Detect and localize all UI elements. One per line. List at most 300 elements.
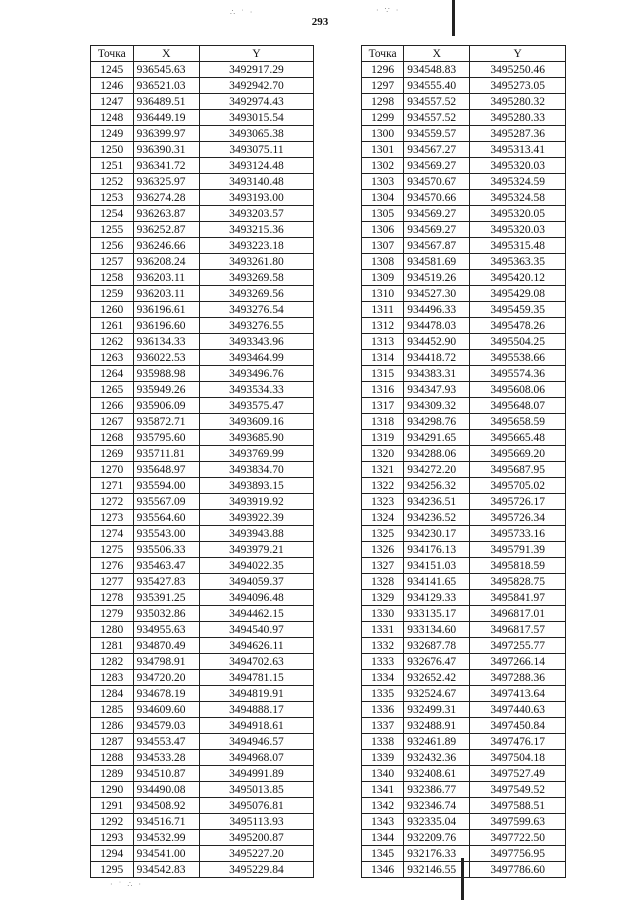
x-coordinate-cell: 936246.66 <box>133 238 199 254</box>
point-number-cell: 1286 <box>91 718 134 734</box>
x-coordinate-cell: 935564.60 <box>133 510 199 526</box>
point-number-cell: 1323 <box>362 494 404 510</box>
point-number-cell: 1340 <box>362 766 404 782</box>
page-number: 293 <box>311 16 329 28</box>
x-coordinate-cell: 935906.09 <box>133 398 199 414</box>
point-number-cell: 1341 <box>362 782 404 798</box>
point-number-cell: 1294 <box>91 846 134 862</box>
y-coordinate-cell: 3497450.84 <box>470 718 566 734</box>
x-coordinate-cell: 932386.77 <box>404 782 470 798</box>
y-coordinate-cell: 3494781.15 <box>199 670 313 686</box>
y-coordinate-cell: 3493834.70 <box>199 462 313 478</box>
y-coordinate-cell: 3497588.51 <box>470 798 566 814</box>
x-coordinate-cell: 934519.26 <box>404 270 470 286</box>
point-number-cell: 1265 <box>91 382 134 398</box>
table-row <box>91 862 314 878</box>
x-coordinate-cell: 933135.17 <box>404 606 470 622</box>
x-coordinate-cell: 934129.33 <box>404 590 470 606</box>
point-number-cell: 1271 <box>91 478 134 494</box>
table-row <box>91 238 314 254</box>
x-coordinate-cell: 934309.32 <box>404 398 470 414</box>
point-number-cell: 1298 <box>362 94 404 110</box>
point-number-cell: 1316 <box>362 382 404 398</box>
table-row <box>91 158 314 174</box>
point-number-cell: 1257 <box>91 254 134 270</box>
y-coordinate-cell: 3495324.59 <box>470 174 566 190</box>
table-row <box>362 94 566 110</box>
x-coordinate-cell: 935594.00 <box>133 478 199 494</box>
x-coordinate-cell: 934230.17 <box>404 526 470 542</box>
table-row <box>91 78 314 94</box>
y-coordinate-cell: 3494462.15 <box>199 606 313 622</box>
y-coordinate-cell: 3493065.38 <box>199 126 313 142</box>
y-coordinate-cell: 3493223.18 <box>199 238 313 254</box>
point-number-cell: 1306 <box>362 222 404 238</box>
y-coordinate-cell: 3494991.89 <box>199 766 313 782</box>
point-number-cell: 1296 <box>362 62 404 78</box>
x-coordinate-cell: 936449.19 <box>133 110 199 126</box>
table-row <box>362 734 566 750</box>
point-number-cell: 1254 <box>91 206 134 222</box>
table-row <box>362 446 566 462</box>
table-row <box>91 750 314 766</box>
table-row <box>362 126 566 142</box>
x-coordinate-cell: 936196.60 <box>133 318 199 334</box>
table-row <box>362 830 566 846</box>
y-coordinate-cell: 3495076.81 <box>199 798 313 814</box>
y-coordinate-cell: 3493261.80 <box>199 254 313 270</box>
y-coordinate-cell: 3495227.20 <box>199 846 313 862</box>
table-row <box>91 686 314 702</box>
y-coordinate-cell: 3493193.00 <box>199 190 313 206</box>
x-coordinate-cell: 932524.67 <box>404 686 470 702</box>
point-number-cell: 1313 <box>362 334 404 350</box>
point-number-cell: 1280 <box>91 622 134 638</box>
point-number-cell: 1314 <box>362 350 404 366</box>
point-number-cell: 1330 <box>362 606 404 622</box>
y-coordinate-cell: 3495313.41 <box>470 142 566 158</box>
y-coordinate-cell: 3495320.05 <box>470 206 566 222</box>
x-coordinate-cell: 934151.03 <box>404 558 470 574</box>
table-row <box>362 702 566 718</box>
table-row <box>91 494 314 510</box>
table-row <box>362 718 566 734</box>
x-coordinate-cell: 934955.63 <box>133 622 199 638</box>
point-number-cell: 1346 <box>362 862 404 878</box>
table-row <box>91 334 314 350</box>
x-coordinate-cell: 932461.89 <box>404 734 470 750</box>
point-number-cell: 1310 <box>362 286 404 302</box>
table-row <box>362 494 566 510</box>
point-number-cell: 1292 <box>91 814 134 830</box>
x-coordinate-cell: 932499.31 <box>404 702 470 718</box>
point-number-cell: 1255 <box>91 222 134 238</box>
x-coordinate-cell: 935711.81 <box>133 446 199 462</box>
y-coordinate-cell: 3493075.11 <box>199 142 313 158</box>
y-coordinate-cell: 3496817.01 <box>470 606 566 622</box>
table-row <box>362 814 566 830</box>
table-row <box>91 654 314 670</box>
y-coordinate-cell: 3495478.26 <box>470 318 566 334</box>
point-number-cell: 1282 <box>91 654 134 670</box>
y-coordinate-cell: 3495420.12 <box>470 270 566 286</box>
point-number-cell: 1274 <box>91 526 134 542</box>
y-coordinate-cell: 3494059.37 <box>199 574 313 590</box>
x-coordinate-cell: 932687.78 <box>404 638 470 654</box>
y-coordinate-cell: 3497786.60 <box>470 862 566 878</box>
x-coordinate-cell: 934548.83 <box>404 62 470 78</box>
y-coordinate-cell: 3495726.17 <box>470 494 566 510</box>
point-number-cell: 1291 <box>91 798 134 814</box>
x-coordinate-cell: 934490.08 <box>133 782 199 798</box>
point-number-cell: 1285 <box>91 702 134 718</box>
point-number-cell: 1266 <box>91 398 134 414</box>
point-number-cell: 1336 <box>362 702 404 718</box>
point-number-cell: 1263 <box>91 350 134 366</box>
table-row <box>362 206 566 222</box>
y-coordinate-cell: 3497476.17 <box>470 734 566 750</box>
table-row <box>91 222 314 238</box>
x-coordinate-cell: 935988.98 <box>133 366 199 382</box>
point-number-cell: 1268 <box>91 430 134 446</box>
x-coordinate-cell: 934579.03 <box>133 718 199 734</box>
table-row <box>362 270 566 286</box>
y-coordinate-cell: 3497549.52 <box>470 782 566 798</box>
y-coordinate-cell: 3494946.57 <box>199 734 313 750</box>
table-row <box>362 302 566 318</box>
x-coordinate-cell: 934291.65 <box>404 430 470 446</box>
table-row <box>91 766 314 782</box>
table-row <box>91 206 314 222</box>
x-coordinate-cell: 934141.65 <box>404 574 470 590</box>
table-row <box>91 110 314 126</box>
table-row <box>362 526 566 542</box>
y-coordinate-cell: 3497504.18 <box>470 750 566 766</box>
y-coordinate-cell: 3495320.03 <box>470 158 566 174</box>
x-coordinate-cell: 932335.04 <box>404 814 470 830</box>
y-coordinate-cell: 3492974.43 <box>199 94 313 110</box>
table-row <box>362 78 566 94</box>
table-row <box>362 798 566 814</box>
point-number-cell: 1327 <box>362 558 404 574</box>
table-row <box>91 430 314 446</box>
table-row <box>91 542 314 558</box>
y-coordinate-cell: 3497527.49 <box>470 766 566 782</box>
x-coordinate-cell: 935795.60 <box>133 430 199 446</box>
point-number-cell: 1343 <box>362 814 404 830</box>
y-coordinate-cell: 3495320.03 <box>470 222 566 238</box>
point-number-cell: 1290 <box>91 782 134 798</box>
point-number-cell: 1278 <box>91 590 134 606</box>
table-row <box>91 350 314 366</box>
y-coordinate-cell: 3497440.63 <box>470 702 566 718</box>
point-number-cell: 1249 <box>91 126 134 142</box>
y-coordinate-cell: 3497255.77 <box>470 638 566 654</box>
y-coordinate-cell: 3494968.07 <box>199 750 313 766</box>
x-coordinate-cell: 934720.20 <box>133 670 199 686</box>
x-coordinate-cell: 932488.91 <box>404 718 470 734</box>
table-row <box>91 478 314 494</box>
x-coordinate-cell: 935506.33 <box>133 542 199 558</box>
point-number-cell: 1320 <box>362 446 404 462</box>
x-coordinate-cell: 934678.19 <box>133 686 199 702</box>
x-coordinate-cell: 936274.28 <box>133 190 199 206</box>
x-coordinate-cell: 934347.93 <box>404 382 470 398</box>
table-row <box>362 606 566 622</box>
table-row <box>362 174 566 190</box>
x-coordinate-cell: 932676.47 <box>404 654 470 670</box>
y-coordinate-cell: 3493276.55 <box>199 318 313 334</box>
point-number-cell: 1273 <box>91 510 134 526</box>
y-coordinate-cell: 3495363.35 <box>470 254 566 270</box>
point-number-cell: 1315 <box>362 366 404 382</box>
y-coordinate-cell: 3495726.34 <box>470 510 566 526</box>
point-number-cell: 1288 <box>91 750 134 766</box>
table-row <box>91 382 314 398</box>
table-row <box>91 270 314 286</box>
point-number-cell: 1303 <box>362 174 404 190</box>
table-row <box>362 398 566 414</box>
point-number-cell: 1318 <box>362 414 404 430</box>
table-row <box>362 238 566 254</box>
table-row <box>362 574 566 590</box>
y-coordinate-cell: 3493769.99 <box>199 446 313 462</box>
x-coordinate-cell: 934557.52 <box>404 94 470 110</box>
point-number-cell: 1279 <box>91 606 134 622</box>
point-number-cell: 1289 <box>91 766 134 782</box>
table-row <box>362 542 566 558</box>
x-coordinate-cell: 933134.60 <box>404 622 470 638</box>
x-coordinate-cell: 932176.33 <box>404 846 470 862</box>
table-row <box>362 862 566 878</box>
y-coordinate-cell: 3493922.39 <box>199 510 313 526</box>
x-coordinate-cell: 934570.67 <box>404 174 470 190</box>
table-row <box>362 558 566 574</box>
x-coordinate-cell: 936203.11 <box>133 286 199 302</box>
x-coordinate-cell: 934496.33 <box>404 302 470 318</box>
y-coordinate-cell: 3493575.47 <box>199 398 313 414</box>
x-coordinate-cell: 932346.74 <box>404 798 470 814</box>
y-coordinate-cell: 3495733.16 <box>470 526 566 542</box>
point-number-cell: 1325 <box>362 526 404 542</box>
y-coordinate-cell: 3493919.92 <box>199 494 313 510</box>
table-row <box>91 670 314 686</box>
table-row <box>91 366 314 382</box>
table-row <box>91 526 314 542</box>
y-coordinate-cell: 3493343.96 <box>199 334 313 350</box>
y-coordinate-cell: 3495648.07 <box>470 398 566 414</box>
table-row <box>362 622 566 638</box>
table-row <box>91 302 314 318</box>
x-coordinate-cell: 932209.76 <box>404 830 470 846</box>
table-row <box>91 254 314 270</box>
point-number-cell: 1308 <box>362 254 404 270</box>
point-number-cell: 1281 <box>91 638 134 654</box>
y-coordinate-cell: 3493685.90 <box>199 430 313 446</box>
y-coordinate-cell: 3493609.16 <box>199 414 313 430</box>
x-coordinate-cell: 932408.61 <box>404 766 470 782</box>
point-number-cell: 1300 <box>362 126 404 142</box>
point-number-cell: 1250 <box>91 142 134 158</box>
y-coordinate-cell: 3495315.48 <box>470 238 566 254</box>
y-coordinate-cell: 3497266.14 <box>470 654 566 670</box>
x-coordinate-cell: 934541.00 <box>133 846 199 862</box>
x-coordinate-cell: 932652.42 <box>404 670 470 686</box>
x-coordinate-cell: 934288.06 <box>404 446 470 462</box>
point-number-cell: 1305 <box>362 206 404 222</box>
point-number-cell: 1262 <box>91 334 134 350</box>
x-coordinate-cell: 932146.55 <box>404 862 470 878</box>
x-coordinate-cell: 934569.27 <box>404 206 470 222</box>
y-coordinate-cell: 3494819.91 <box>199 686 313 702</box>
y-coordinate-cell: 3495113.93 <box>199 814 313 830</box>
x-coordinate-cell: 934508.92 <box>133 798 199 814</box>
x-coordinate-cell: 935648.97 <box>133 462 199 478</box>
y-coordinate-cell: 3493893.15 <box>199 478 313 494</box>
x-coordinate-cell: 934176.13 <box>404 542 470 558</box>
x-coordinate-cell: 934567.87 <box>404 238 470 254</box>
point-number-cell: 1264 <box>91 366 134 382</box>
table-row <box>91 94 314 110</box>
table-row <box>362 318 566 334</box>
y-coordinate-cell: 3495538.66 <box>470 350 566 366</box>
point-number-cell: 1329 <box>362 590 404 606</box>
y-coordinate-cell: 3497722.50 <box>470 830 566 846</box>
point-number-cell: 1345 <box>362 846 404 862</box>
point-number-cell: 1245 <box>91 62 134 78</box>
x-coordinate-cell: 936545.63 <box>133 62 199 78</box>
table-row <box>362 110 566 126</box>
x-coordinate-cell: 934478.03 <box>404 318 470 334</box>
x-coordinate-cell: 936399.97 <box>133 126 199 142</box>
x-coordinate-cell: 935032.86 <box>133 606 199 622</box>
x-coordinate-cell: 934298.76 <box>404 414 470 430</box>
x-coordinate-cell: 934510.87 <box>133 766 199 782</box>
point-number-cell: 1287 <box>91 734 134 750</box>
point-number-cell: 1297 <box>362 78 404 94</box>
y-coordinate-cell: 3494626.11 <box>199 638 313 654</box>
y-coordinate-cell: 3493269.58 <box>199 270 313 286</box>
x-coordinate-cell: 934555.40 <box>404 78 470 94</box>
column-header-x: X <box>133 46 199 62</box>
y-coordinate-cell: 3495608.06 <box>470 382 566 398</box>
point-number-cell: 1283 <box>91 670 134 686</box>
table-row <box>91 286 314 302</box>
table-row <box>91 846 314 862</box>
x-coordinate-cell: 936022.53 <box>133 350 199 366</box>
y-coordinate-cell: 3495504.25 <box>470 334 566 350</box>
point-number-cell: 1267 <box>91 414 134 430</box>
column-header-point: Точка <box>91 46 134 62</box>
point-number-cell: 1248 <box>91 110 134 126</box>
point-number-cell: 1270 <box>91 462 134 478</box>
table-row <box>362 382 566 398</box>
table-row <box>362 158 566 174</box>
y-coordinate-cell: 3494888.17 <box>199 702 313 718</box>
table-row <box>91 510 314 526</box>
point-number-cell: 1277 <box>91 574 134 590</box>
point-number-cell: 1309 <box>362 270 404 286</box>
point-number-cell: 1322 <box>362 478 404 494</box>
point-number-cell: 1328 <box>362 574 404 590</box>
table-row <box>362 686 566 702</box>
table-row <box>362 590 566 606</box>
x-coordinate-cell: 936489.51 <box>133 94 199 110</box>
y-coordinate-cell: 3493276.54 <box>199 302 313 318</box>
x-coordinate-cell: 934383.31 <box>404 366 470 382</box>
y-coordinate-cell: 3495273.05 <box>470 78 566 94</box>
x-coordinate-cell: 934532.99 <box>133 830 199 846</box>
table-header-row <box>362 46 566 62</box>
table-row <box>91 638 314 654</box>
x-coordinate-cell: 934516.71 <box>133 814 199 830</box>
x-coordinate-cell: 934533.28 <box>133 750 199 766</box>
point-number-cell: 1319 <box>362 430 404 446</box>
table-row <box>362 350 566 366</box>
table-row <box>91 446 314 462</box>
table-row <box>91 814 314 830</box>
table-row <box>362 430 566 446</box>
y-coordinate-cell: 3495665.48 <box>470 430 566 446</box>
y-coordinate-cell: 3495287.36 <box>470 126 566 142</box>
table-row <box>91 702 314 718</box>
x-coordinate-cell: 936203.11 <box>133 270 199 286</box>
point-number-cell: 1344 <box>362 830 404 846</box>
point-number-cell: 1342 <box>362 798 404 814</box>
table-row <box>91 606 314 622</box>
x-coordinate-cell: 936208.24 <box>133 254 199 270</box>
table-row <box>91 590 314 606</box>
point-number-cell: 1259 <box>91 286 134 302</box>
table-row <box>91 782 314 798</box>
table-row <box>91 830 314 846</box>
point-number-cell: 1246 <box>91 78 134 94</box>
x-coordinate-cell: 934567.27 <box>404 142 470 158</box>
x-coordinate-cell: 934418.72 <box>404 350 470 366</box>
point-number-cell: 1260 <box>91 302 134 318</box>
coordinates-table-right <box>361 45 566 878</box>
x-coordinate-cell: 934452.90 <box>404 334 470 350</box>
point-number-cell: 1304 <box>362 190 404 206</box>
y-coordinate-cell: 3495669.20 <box>470 446 566 462</box>
table-row <box>362 782 566 798</box>
table-row <box>362 334 566 350</box>
y-coordinate-cell: 3494022.35 <box>199 558 313 574</box>
point-number-cell: 1272 <box>91 494 134 510</box>
x-coordinate-cell: 935463.47 <box>133 558 199 574</box>
point-number-cell: 1332 <box>362 638 404 654</box>
x-coordinate-cell: 935391.25 <box>133 590 199 606</box>
table-row <box>362 414 566 430</box>
x-coordinate-cell: 934236.51 <box>404 494 470 510</box>
x-coordinate-cell: 934609.60 <box>133 702 199 718</box>
y-coordinate-cell: 3497288.36 <box>470 670 566 686</box>
x-coordinate-cell: 935567.09 <box>133 494 199 510</box>
table-row <box>362 638 566 654</box>
x-coordinate-cell: 936134.33 <box>133 334 199 350</box>
y-coordinate-cell: 3493534.33 <box>199 382 313 398</box>
y-coordinate-cell: 3495459.35 <box>470 302 566 318</box>
table-row <box>91 174 314 190</box>
y-coordinate-cell: 3495280.33 <box>470 110 566 126</box>
point-number-cell: 1307 <box>362 238 404 254</box>
table-row <box>91 798 314 814</box>
table-row <box>362 670 566 686</box>
x-coordinate-cell: 934542.83 <box>133 862 199 878</box>
x-coordinate-cell: 936263.87 <box>133 206 199 222</box>
column-header-x: X <box>404 46 470 62</box>
y-coordinate-cell: 3493215.36 <box>199 222 313 238</box>
